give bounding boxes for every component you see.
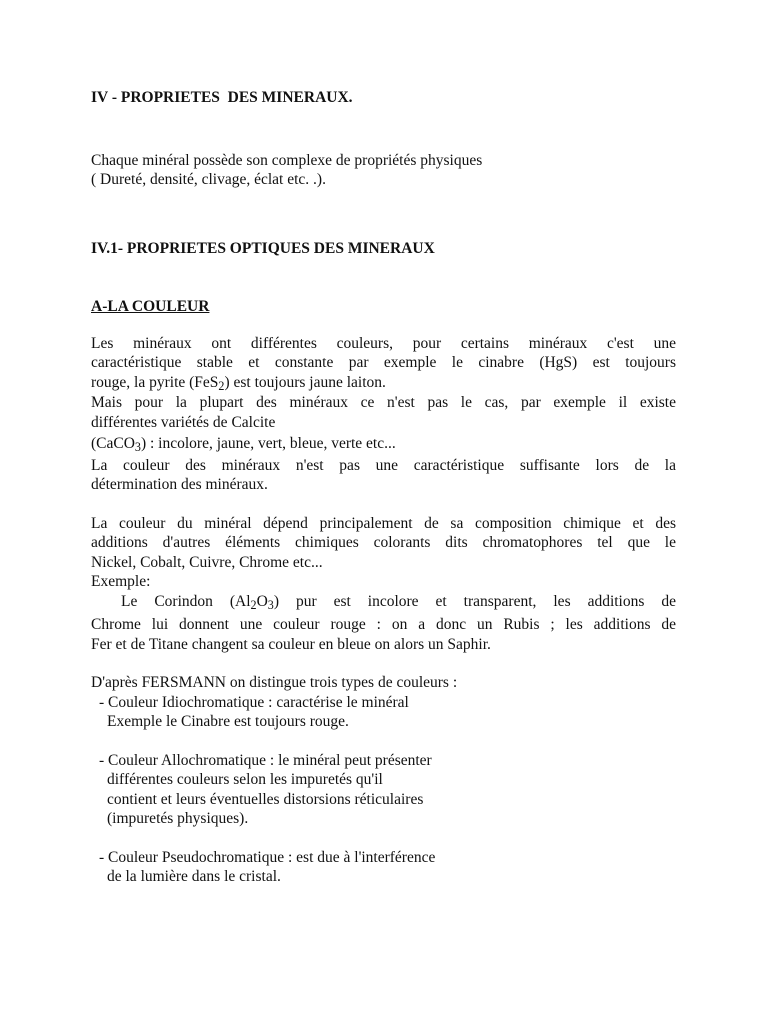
p3-line-5-b: O [256, 592, 268, 610]
p3-line-5-a: Le Corindon (Al [121, 592, 251, 610]
p3-line-5-sub-1: 2 [250, 597, 257, 612]
p4-line-2: - Couleur Idiochromatique : caractérise le minéral [99, 693, 409, 711]
p2-line-1: Mais pour la plupart des minéraux ce n'est pas le cas, par exemple il existe [91, 394, 676, 411]
p1-line-3-a: rouge, la pyrite (FeS [91, 373, 219, 391]
p3-line-6: Chrome lui donnent une couleur rouge : on a donc un Rubis ; les additions de [91, 616, 676, 633]
p4-line-3: Exemple le Cinabre est toujours rouge. [107, 713, 349, 730]
document-page [91, 88, 676, 887]
p1-line-3-b: ) est toujours jaune laiton. [224, 373, 386, 391]
intro-paragraph [91, 151, 676, 190]
p1-line-2: caractéristique stable et constante par exemple le cinabre (HgS) est toujours [91, 354, 676, 371]
p3-line-1: La couleur du minéral dépend principalement de sa composition chimique et des [91, 514, 676, 532]
p3-line-5 [91, 592, 676, 612]
p5-line-4: (impuretés physiques). [107, 810, 249, 827]
p1-line-1: Les minéraux ont différentes couleurs, pour certains minéraux c'est une [91, 334, 676, 352]
p5-line-1: - Couleur Allochromatique : le minéral peut présenter [99, 751, 432, 769]
p2-line-2: différentes variétés de Calcite [91, 413, 276, 431]
p3-line-2: additions d'autres éléments chimiques colorants dits chromatophores tel que le [91, 534, 676, 551]
p3-line-4: Exemple: [91, 573, 151, 590]
p2-line-4: La couleur des minéraux n'est pas une caractéristique suffisante lors de la [91, 456, 676, 474]
intro-line-1: Chaque minéral possède son complexe de propriétés physiques [91, 151, 483, 169]
p2-line-5: détermination des minéraux. [91, 476, 268, 493]
page-title: IV - PROPRIETES DES MINERAUX. [91, 89, 353, 106]
paragraph-2 [91, 393, 676, 495]
paragraph-3 [91, 514, 676, 655]
paragraph-4 [91, 673, 676, 732]
paragraph-6 [91, 848, 676, 887]
p6-line-2: de la lumière dans le cristal. [107, 868, 281, 885]
p3-line-7: Fer et de Titane changent sa couleur en bleue on alors un Saphir. [91, 635, 491, 653]
paragraph-1 [91, 334, 676, 393]
p1-line-3-sub: 2 [218, 378, 225, 393]
p6-line-1: - Couleur Pseudochromatique : est due à l'interférence [99, 848, 436, 866]
p2-line-3-b: ) : incolore, jaune, vert, bleue, verte etc... [140, 435, 396, 452]
p1-line-3 [91, 373, 676, 393]
p3-line-3: Nickel, Cobalt, Cuivre, Chrome etc... [91, 553, 323, 571]
p5-line-2: différentes couleurs selon les impuretés qu'il [107, 771, 383, 788]
p2-line-3 [91, 434, 676, 454]
p2-line-3-a: (CaCO [91, 435, 135, 452]
p3-line-5-c: ) pur est incolore et transparent, les additions de [273, 592, 676, 610]
paragraph-5 [91, 751, 676, 829]
p5-line-3: contient et leurs éventuelles distorsions réticulaires [107, 790, 424, 808]
p4-line-1: D'après FERSMANN on distingue trois types de couleurs : [91, 674, 458, 691]
p2-line-3-sub: 3 [134, 440, 141, 455]
section-heading: IV.1- PROPRIETES OPTIQUES DES MINERAUX [91, 239, 435, 257]
subsection-heading: A-LA COULEUR [91, 298, 210, 315]
p3-line-5-sub-2: 3 [267, 597, 274, 612]
intro-line-2: ( Dureté, densité, clivage, éclat etc. .). [91, 171, 326, 188]
